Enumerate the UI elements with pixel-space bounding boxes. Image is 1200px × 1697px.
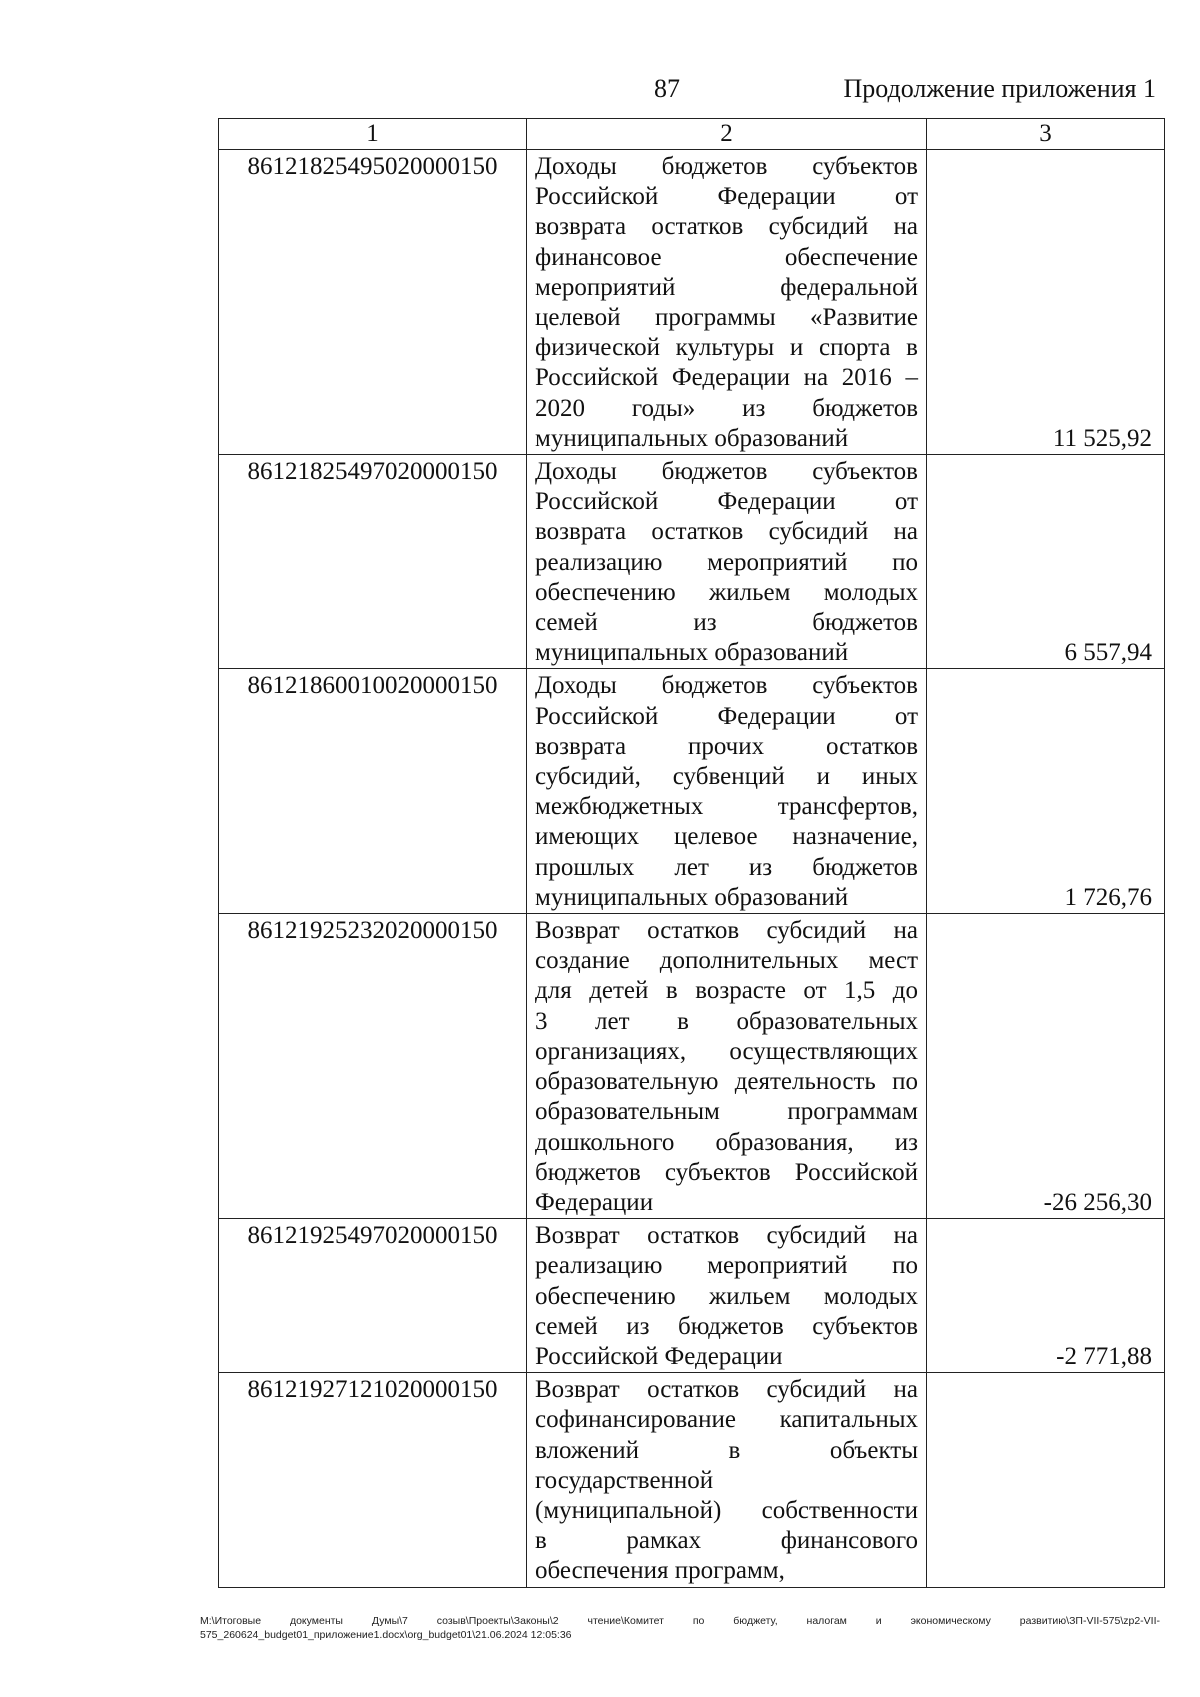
- description-line: Доходы бюджетов субъектов: [535, 153, 918, 180]
- description-line: обеспечению жильем молодых: [535, 578, 918, 606]
- description-line: Доходы бюджетов субъектов: [535, 672, 918, 700]
- description-line: Российской Федерации: [535, 1342, 783, 1370]
- description-cell: [527, 455, 927, 669]
- description-line: обеспечения программ,: [535, 1557, 785, 1585]
- table-row: [219, 1219, 1165, 1373]
- table-row: [219, 669, 1165, 914]
- description-line: для детей в возрасте от 1,5 до: [535, 977, 918, 1005]
- budget-code-cell: 86121825495020000150: [219, 150, 527, 455]
- budget-table: [218, 118, 1165, 1588]
- description-line: образовательную деятельность по: [535, 1068, 918, 1096]
- description-line: дошкольного образования, из: [535, 1128, 918, 1156]
- description-line: семей из бюджетов субъектов: [535, 1312, 918, 1340]
- description-line: организациях, осуществляющих: [535, 1037, 918, 1065]
- budget-code-cell: 86121925232020000150: [219, 914, 527, 1219]
- description-line: субсидий, субвенций и иных: [535, 763, 918, 791]
- description-line: Российской Федерации от: [535, 488, 918, 516]
- page-number: 87: [654, 74, 680, 103]
- description-cell: [527, 914, 927, 1219]
- description-line: образовательным программам: [535, 1098, 918, 1126]
- budget-code-cell: 86121927121020000150: [219, 1373, 527, 1587]
- table-row: [219, 150, 1165, 455]
- description-line: Возврат остатков субсидий на: [535, 1222, 918, 1250]
- table-row: [219, 1373, 1165, 1587]
- description-line: Доходы бюджетов субъектов: [535, 458, 918, 486]
- table-header-row: [219, 119, 1165, 150]
- description-line: муниципальных образований: [535, 883, 849, 911]
- amount-cell: 6 557,94: [927, 455, 1165, 669]
- description-line: возврата остатков субсидий на: [535, 518, 918, 546]
- description-line: Российской Федерации от: [535, 702, 918, 730]
- column-header-amount: 3: [927, 119, 1165, 150]
- amount-cell: -26 256,30: [927, 914, 1165, 1219]
- description-line: 3 лет в образовательных: [535, 1007, 918, 1035]
- description-line: имеющих целевое назначение,: [535, 823, 918, 851]
- amount-cell: 11 525,92: [927, 150, 1165, 455]
- description-line: создание дополнительных мест: [535, 947, 918, 975]
- description-line: Российской Федерации на 2016 –: [535, 364, 918, 392]
- amount-cell: -2 771,88: [927, 1219, 1165, 1373]
- description-line: межбюджетных трансфертов,: [535, 793, 918, 821]
- description-line: мероприятий федеральной: [535, 273, 918, 301]
- description-line: в рамках финансового: [535, 1527, 918, 1555]
- budget-code-cell: 86121925497020000150: [219, 1219, 527, 1373]
- description-line: семей из бюджетов: [535, 609, 918, 637]
- document-path-footer: М:\Итоговые документы Думы\7 созыв\Проекты\Законы\2 чтение\Комитет по бюджету, налогам и экономическому развитию\ЗП-VII-575\zp2-VII-575_260624_budget01_приложение1.docx\org_budget01\21.06.2024 12:05:36: [200, 1615, 1160, 1641]
- budget-code-cell: 86121825497020000150: [219, 455, 527, 669]
- description-line: целевой программы «Развитие: [535, 304, 918, 332]
- description-cell: [527, 150, 927, 455]
- description-line: возврата прочих остатков: [535, 732, 918, 760]
- budget-code-cell: 86121860010020000150: [219, 669, 527, 914]
- description-cell: [527, 1373, 927, 1587]
- column-header-code: 1: [219, 119, 527, 150]
- description-line: реализацию мероприятий по: [535, 548, 918, 576]
- description-line: 2020 годы» из бюджетов: [535, 394, 918, 422]
- description-line: Возврат остатков субсидий на: [535, 917, 918, 945]
- description-line: (муниципальной) собственности: [535, 1496, 918, 1524]
- amount-cell: 1 726,76: [927, 669, 1165, 914]
- description-line: бюджетов субъектов Российской: [535, 1158, 918, 1186]
- description-line: муниципальных образований: [535, 639, 849, 667]
- description-line: Российской Федерации от: [535, 183, 918, 211]
- description-line: возврата остатков субсидий на: [535, 213, 918, 241]
- amount-cell: [927, 1373, 1165, 1587]
- description-cell: [527, 669, 927, 914]
- description-line: Возврат остатков субсидий на: [535, 1376, 918, 1404]
- description-line: реализацию мероприятий по: [535, 1252, 918, 1280]
- description-line: финансовое обеспечение: [535, 243, 918, 271]
- description-line: вложений в объекты: [535, 1436, 918, 1464]
- description-line: Федерации: [535, 1188, 654, 1216]
- continuation-caption: Продолжение приложения 1: [843, 74, 1156, 103]
- description-line: государственной: [535, 1466, 714, 1494]
- description-cell: [527, 1219, 927, 1373]
- description-line: физической культуры и спорта в: [535, 334, 918, 362]
- table-body: [219, 150, 1165, 1588]
- description-line: софинансирование капитальных: [535, 1406, 918, 1434]
- column-header-description: 2: [527, 119, 927, 150]
- description-line: муниципальных образований: [535, 424, 849, 452]
- table-row: [219, 455, 1165, 669]
- description-line: прошлых лет из бюджетов: [535, 853, 918, 881]
- table-row: [219, 914, 1165, 1219]
- description-line: обеспечению жильем молодых: [535, 1282, 918, 1310]
